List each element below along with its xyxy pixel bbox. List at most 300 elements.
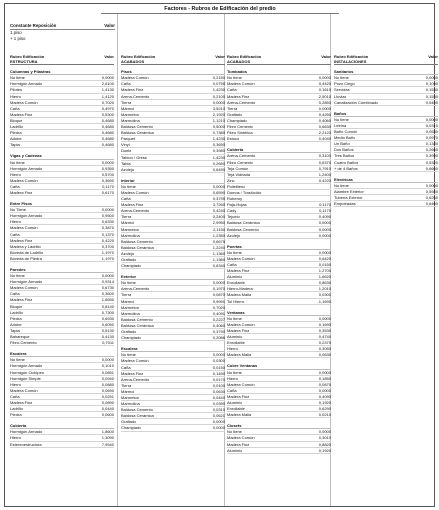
table-row (10, 412, 114, 418)
rubro-value: 0,1530 (425, 87, 438, 93)
rubro-name: Madera Común (227, 381, 255, 387)
rubro-value: 1,1210 (212, 117, 225, 123)
rubro-name: Madera Fina (227, 93, 250, 99)
column-header-value: Valor (428, 54, 438, 59)
rubro-value: 0,9314 (101, 279, 114, 285)
rubro-name: Tejuelo (227, 214, 240, 220)
rubro-value: 0,4220 (318, 177, 331, 183)
rubro-name: Grafiado (121, 329, 137, 335)
rubro-value: 3,7260 (212, 202, 225, 208)
rubro-value: 0,2100 (212, 93, 225, 99)
rubro-value: 0,1330 (425, 141, 438, 147)
rubro-name: Bóveda de Ladrillo (10, 249, 44, 255)
rubro-name: Baldosa Cerámica (227, 220, 260, 226)
rubro-name: Canalización Combinado (334, 99, 379, 105)
rubro-value: 0,0000 (101, 273, 114, 279)
rubro-name: Baldosa Cemento (227, 226, 259, 232)
rubro-value: 0,2400 (212, 214, 225, 220)
rubro-value: 0,5130 (101, 327, 114, 333)
rubro-name: Aluminio (227, 334, 243, 340)
rubro-value: 0,5700 (101, 171, 114, 177)
table-row (334, 201, 438, 207)
constante-row: + 1 piso (10, 36, 26, 41)
rubro-name: No tiene (10, 273, 25, 279)
rubro-value: 0,0940 (101, 375, 114, 381)
rubro-name: Mármol (121, 105, 135, 111)
rubro-name: Arena-Cemento (121, 286, 150, 292)
rubro-value: 1,2350 (212, 232, 225, 238)
rubro-name: Madera Fina (121, 202, 144, 208)
rubro-name: Arena-Cemento (227, 153, 256, 159)
rubro-name: Champiado (121, 425, 142, 431)
rubro-value: 0,4680 (101, 124, 114, 130)
section-title: Entre Pisos (10, 201, 114, 207)
rubro-value: 0,0000 (101, 207, 114, 213)
rubro-value: 0,6460 (425, 201, 438, 207)
rubro-name: Caña (227, 262, 237, 267)
rubro-value: 0,0000 (318, 315, 331, 321)
rubro-name: No Tiene (10, 207, 27, 213)
rubro-name: Azulejo (227, 232, 241, 238)
rubro-value: 0,4740 (318, 334, 331, 340)
rubro-name: Hormigón Armado (10, 81, 43, 87)
column-header-category: ACABADOS (227, 59, 251, 65)
rubro-value: 0,5490 (425, 99, 438, 105)
rubro-name: Hormigón Armado (10, 429, 43, 435)
rubro-name: Madera Malla (227, 412, 252, 418)
rubro-name: Enrollable (227, 340, 245, 346)
rubro-name: Azulejo (121, 250, 135, 256)
rubro-name: Hormigón Simple (10, 375, 41, 381)
rubro-value: 1,1970 (101, 255, 114, 261)
rubro-name: Arena-Cemento (121, 93, 150, 99)
table-row (10, 190, 114, 196)
rubro-name: Polietileno (227, 183, 246, 189)
rubro-name: Grafiado (121, 257, 137, 262)
rubro-value: 0,4250 (318, 111, 331, 117)
rubro-value: 0,0170 (212, 376, 225, 382)
rubro-value: 0,9500 (101, 213, 114, 219)
column-header (334, 54, 438, 65)
rubro-name: Tubería Exterior (334, 194, 363, 200)
rubro-value: 0,0890 (101, 399, 114, 405)
rubro-name: Marmeton (121, 304, 140, 310)
rubro-value: 1,6620 (318, 274, 331, 280)
table-row (121, 425, 225, 431)
column-header-value: Valor (104, 54, 114, 59)
section-title: Interior (121, 178, 225, 184)
rubro-value: 0,1970 (212, 286, 225, 292)
rubro-value: 0,6050 (101, 321, 114, 327)
rubro-name: Caña (227, 387, 237, 393)
rubro-name: Madera Común (227, 81, 255, 87)
rubro-value: 0,0970 (425, 135, 438, 141)
rubro-value: 0,3795 (212, 196, 225, 202)
rubro-name: Tierra (121, 382, 132, 388)
column-header-category: INSTALACIONES (334, 59, 367, 65)
rubro-value: 0,6675 (212, 238, 225, 244)
rubro-name: Paja-Hojas (227, 202, 247, 208)
rubro-column (227, 54, 331, 454)
rubro-value: 0,2660 (425, 147, 438, 153)
rubro-value: 0,0000 (101, 159, 114, 165)
rubro-name: Duela (121, 148, 132, 154)
rubro-name: Caña (121, 196, 131, 202)
rubro-value: 0,0000 (425, 116, 438, 122)
rubro-name: Bloque (10, 117, 23, 123)
rubro-name: Hormigón Armado (10, 279, 43, 285)
column-header (10, 54, 114, 65)
rubro-value: 0,4680 (101, 136, 114, 142)
rubro-value: 1,1970 (101, 249, 114, 255)
rubro-value: 1,2240 (212, 244, 225, 250)
rubro-value: 1,4120 (101, 93, 114, 99)
rubro-value: 0,7910 (318, 165, 331, 171)
rubro-value: 0,3700 (101, 243, 114, 249)
rubro-name: Caña (10, 231, 20, 237)
rubro-name: Hierro (10, 93, 21, 99)
rubro-value: 0,6330 (101, 219, 114, 225)
rubro-value: 1,1360 (212, 250, 225, 256)
rubro-value: 0,0000 (318, 249, 331, 255)
rubro-value: 0,0150 (318, 262, 331, 267)
rubro-value: 0,0000 (425, 182, 438, 188)
section-title: Closets (227, 423, 331, 429)
rubro-name: Lluvias (334, 93, 347, 99)
rubro-name: Tapial (10, 327, 21, 333)
rubro-value: 0,3530 (318, 327, 331, 333)
section-title: Columnas y Pilastras (10, 69, 114, 75)
rubro-value: 0,4090 (318, 393, 331, 399)
rubro-name: Mármol (121, 220, 135, 226)
rubro-value: 0,7011 (102, 340, 114, 346)
rubro-name: Marmolina (121, 117, 140, 123)
column-header-category: ACABADOS (121, 59, 145, 65)
constante-reposicion-block (10, 23, 115, 42)
rubro-value: 2,6100 (101, 81, 114, 87)
rubro-value: 0,3990 (425, 153, 438, 159)
rubro-name: Caña (10, 291, 20, 297)
rubro-value: 3,5210 (212, 105, 225, 111)
section-title: Sanitarios (334, 69, 438, 75)
rubro-value: 0,0440 (101, 406, 114, 412)
rubro-name: Fibro Cemento (227, 124, 254, 130)
rubro-name: Zinc (227, 177, 235, 183)
rubro-value: 0,0000 (318, 226, 331, 232)
rubro-name: No tiene (227, 429, 242, 435)
rubro-name: Ladrillo (10, 309, 23, 315)
rubro-name: Bóveda de Piedra (10, 255, 42, 261)
rubro-name: Bahareque (10, 334, 30, 340)
table-row (10, 142, 114, 148)
rubro-name: Hierro (10, 171, 21, 177)
section-title: Escalera (121, 346, 225, 352)
rubro-value: 0,1170 (102, 183, 114, 189)
rubro-name: Azulejo (121, 166, 135, 172)
rubro-value: 0,0870 (212, 292, 225, 298)
rubro-value: 0,1010 (101, 363, 114, 369)
rubro-name: Madera Fina (227, 393, 250, 399)
rubro-name: Piedra (10, 130, 22, 136)
rubro-value: 0,4040 (318, 136, 331, 142)
rubro-value: 0,0000 (318, 232, 331, 238)
rubro-name: Hormigón Armado (10, 165, 43, 171)
rubro-value: 0,1490 (212, 370, 225, 376)
rubro-value: 0,6290 (318, 406, 331, 412)
rubro-value: 0,2370 (318, 340, 331, 346)
rubro-value: 0,4680 (101, 142, 114, 148)
rubro-value: 0,8820 (318, 441, 331, 447)
section-title: Puertas (227, 244, 331, 250)
rubro-value: 0,4680 (101, 117, 114, 123)
column-header-value: Valor (321, 54, 331, 59)
rubro-name: Aluminio (227, 447, 243, 453)
rubro-name: Grafiado (227, 111, 243, 117)
rubro-value: 0,2650 (212, 160, 225, 166)
table-row (227, 352, 331, 358)
rubro-value: 0,0630 (318, 352, 331, 358)
rubro-value: 0,6730 (101, 285, 114, 291)
rubro-name: Teja Vidriada (227, 171, 251, 177)
rubro-value: 0,0000 (318, 369, 331, 375)
rubro-name: Mármol (121, 388, 135, 394)
rubro-name: Baldosa Cerámica (121, 130, 154, 136)
rubro-value: 0,1920 (318, 399, 331, 405)
rubro-value: 0,3600 (101, 291, 114, 297)
rubro-name: Madera Común (10, 225, 38, 231)
rubro-value: 2,5010 (318, 93, 331, 99)
rubro-name: Hormigón Armado (10, 363, 43, 369)
rubro-value: 0,0000 (212, 99, 225, 105)
table-row (334, 166, 438, 172)
table-row (334, 100, 438, 106)
column-divider (117, 14, 118, 506)
rubro-value: 0,1530 (425, 93, 438, 99)
table-row (121, 335, 225, 341)
rubro-name: Adobe (10, 136, 22, 142)
rubro-name: Pilotes (10, 87, 23, 93)
rubro-column (121, 54, 225, 432)
section-title: Cubierta (227, 147, 331, 153)
rubro-name: No tiene (121, 183, 136, 189)
rubro-value: 0,4240 (212, 208, 225, 214)
rubro-value: 0,0690 (101, 387, 114, 393)
rubro-name: Medio Baño (334, 135, 356, 141)
rubro-name: Baldosa Cemento (121, 407, 153, 413)
rubro-value: 7,9540 (101, 441, 114, 447)
rubro-value: 0,1170 (319, 208, 331, 214)
rubro-name: Madera Malla (227, 292, 252, 298)
rubro-name: Aluminio (227, 274, 243, 280)
rubro-name: Cuatro Baños (334, 159, 359, 165)
rubro-value: 0,1370 (101, 231, 114, 237)
rubro-value: 0,0390 (212, 401, 225, 407)
rubro-name: Empotradas (334, 201, 356, 207)
column-header-label: Rubro Edificación (121, 54, 156, 59)
rubro-name: Letrina (334, 122, 347, 128)
rubro-name: Fibro Cemento (227, 159, 254, 165)
rubro-value: 2,1920 (212, 111, 225, 117)
rubro-value: 0,7020 (101, 99, 114, 105)
rubro-value: 0,4060 (212, 322, 225, 328)
rubro-name: Tierra (121, 292, 132, 298)
rubro-name: Pozo Ciego (334, 81, 355, 87)
rubro-value: 0,9350 (101, 165, 114, 171)
rubro-name: Dos Baños (334, 147, 354, 153)
rubro-name: No tiene (227, 249, 242, 255)
rubro-value: 0,1090 (425, 81, 438, 87)
rubro-value: 0,0251 (101, 393, 114, 399)
rubro-value: 0,6590 (212, 189, 225, 195)
rubro-name: Baldosa Cemento (121, 124, 153, 130)
rubro-value: 0,5320 (425, 159, 438, 165)
rubro-value: 1,2700 (318, 268, 331, 274)
rubro-value: 0,4060 (318, 117, 331, 123)
rubro-value: 0,8630 (318, 280, 331, 286)
rubro-name: Arena-Cemento (121, 208, 150, 214)
rubro-name: Estuco (227, 136, 240, 142)
rubro-name: Mármol (121, 298, 135, 304)
rubro-name: Hormigón Ciclópeo (10, 369, 45, 375)
table-row (227, 412, 331, 418)
rubro-name: Arena-Cemento (227, 99, 256, 105)
rubro-name: No tiene (227, 369, 242, 375)
section-title: Cubre Ventanas (227, 363, 331, 369)
rubro-value: 0,3100 (318, 153, 331, 159)
rubro-value: 0,0150 (212, 364, 225, 370)
rubro-value: 0,3650 (212, 142, 225, 148)
rubro-name: Madera Fina (121, 370, 144, 376)
rubro-value: 0,7020 (212, 304, 225, 310)
rubro-name: Fibro Sintética (227, 130, 253, 136)
rubro-name: No tiene (334, 116, 349, 122)
section-title: Escalera (10, 351, 114, 357)
rubro-value: 1,4230 (212, 136, 225, 142)
rubro-name: Tierra (227, 105, 238, 111)
rubro-value: 1,2400 (318, 171, 331, 177)
rubro-name: Madera Común (121, 358, 149, 364)
section-title: Vigas y Cadenas (10, 153, 114, 159)
rubro-name: Madera Fina (10, 399, 33, 405)
rubro-name: Madera Fina (10, 237, 33, 243)
rubro-value: 0,0000 (318, 429, 331, 435)
rubro-value: 1,8600 (101, 429, 114, 435)
column-header-value: Valor (215, 54, 225, 59)
rubro-name: Madera Común (121, 75, 149, 81)
rubro-value: 1,3090 (101, 435, 114, 441)
rubro-value: 1,1690 (318, 298, 331, 304)
rubro-value: 0,0530 (425, 129, 438, 135)
rubro-name: No tiene (334, 75, 349, 81)
rubro-name: Madera y Ladrillo (10, 243, 41, 249)
rubro-value: 0,4130 (101, 334, 114, 340)
rubro-name: Baldosa Cerámica (121, 244, 154, 250)
rubro-name: Madera Común (10, 99, 38, 105)
rubro-value: 1,2010 (318, 286, 331, 292)
rubro-value: 0,0621 (212, 413, 225, 419)
rubro-name: Caña (121, 364, 131, 370)
rubro-value: 0,6660 (425, 165, 438, 171)
rubro-name: Champiado (121, 263, 142, 269)
rubro-name: Caña (10, 105, 20, 111)
rubro-name: Vinyl (121, 142, 130, 148)
rubro-name: Parquet (121, 136, 136, 142)
rubro-name: Marmeton (121, 226, 140, 232)
rubro-name: Aluminio (227, 399, 243, 405)
rubro-name: Madera Fina (227, 268, 250, 274)
rubro-value: 0,5000 (212, 124, 225, 130)
constante-header-value: Valor (104, 23, 115, 28)
rubro-value: 0,1850 (318, 375, 331, 381)
rubro-value: 0,3870 (101, 225, 114, 231)
rubro-value: 0,0100 (212, 382, 225, 388)
rubro-value: 2,1150 (213, 226, 225, 232)
rubro-name: Cady (227, 208, 237, 214)
rubro-value: 0,2227 (212, 316, 225, 322)
rubro-name: No tiene (10, 159, 25, 165)
rubro-name: Servidas (334, 87, 350, 93)
rubro-value: 0,2150 (212, 75, 225, 81)
rubro-name: Baldosa Cerámica (121, 322, 154, 328)
rubro-name: Madera Común (227, 435, 255, 441)
rubro-name: Caña (121, 81, 131, 87)
rubro-name: No tiene (10, 75, 25, 81)
column-header-label: Rubro Edificación (227, 54, 262, 59)
rubro-name: Estereoestructura (10, 441, 42, 447)
rubro-value: 0,0755 (212, 81, 225, 87)
rubro-name: Baldosa Cemento (121, 316, 153, 322)
section-title: Cubierta (10, 423, 114, 429)
section-title: Exterior (121, 274, 225, 280)
rubro-value: 0,7300 (101, 309, 114, 315)
rubro-column (334, 54, 438, 207)
rubro-name: Domos / Traslúcido (227, 189, 262, 195)
rubro-name: No tiene (121, 352, 136, 358)
section-title: Paredes (10, 267, 114, 273)
section-title: Baños (334, 111, 438, 117)
rubro-name: Champiado (121, 335, 142, 341)
column-header (227, 54, 331, 65)
rubro-name: Hierro (10, 435, 21, 441)
column-header-category: ESTRUCTURA (10, 59, 38, 65)
rubro-value: 0,0440 (212, 394, 225, 400)
rubro-value: 0,0000 (212, 419, 225, 425)
rubro-value: 0,2086 (212, 335, 225, 341)
rubro-value: 0,6490 (212, 166, 225, 172)
rubro-name: Hierro (10, 219, 21, 225)
section-title: Pisos (121, 69, 225, 75)
rubro-value: 0,8140 (101, 303, 114, 309)
rubro-value: 0,0210 (318, 412, 331, 418)
rubro-value: 0,6420 (318, 255, 331, 261)
rubro-name: Bloque (10, 303, 23, 309)
rubro-name: Grafiado (121, 419, 137, 425)
rubro-name: Marmeton (121, 394, 140, 400)
section-title: Eléctricas (334, 177, 438, 183)
rubro-value: 0,0000 (212, 425, 225, 431)
rubro-name: Marmeton (121, 111, 140, 117)
rubro-value: 0,0000 (318, 75, 331, 81)
rubro-value: 0,5940 (425, 188, 438, 194)
rubro-name: Madera Común (227, 255, 255, 261)
constante-header-label: Constante Reposición (10, 23, 57, 28)
rubro-value: 1,4230 (212, 87, 225, 93)
rubro-name: Tierra (121, 214, 132, 220)
table-row (121, 167, 225, 173)
rubro-value: 0,0000 (212, 280, 225, 286)
rubro-value: 0,0000 (318, 387, 331, 393)
rubro-value: 0,6250 (425, 194, 438, 200)
